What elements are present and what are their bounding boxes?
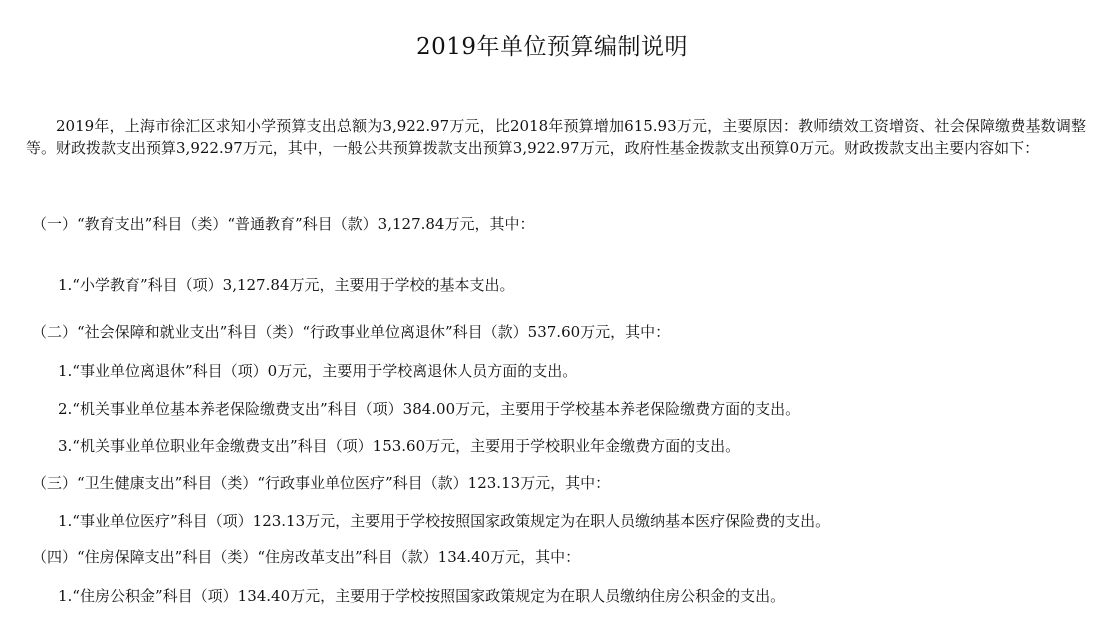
section-heading-1: （一）“教育支出”科目（类）“普通教育”科目（款）3,127.84万元，其中： [32,215,535,233]
section-heading-4: （四）“住房保障支出”科目（类）“住房改革支出”科目（款）134.40万元，其中： [32,548,581,566]
section-4-item-1: 1.“住房公积金”科目（项）134.40万元，主要用于学校按照国家政策规定为在职人员缴纳住房公积金的支出。 [58,587,786,605]
section-2-item-3: 3.“机关事业单位职业年金缴费支出”科目（项）153.60万元，主要用于学校职业年金缴费方面的支出。 [58,437,741,455]
section-3-item-1: 1.“事业单位医疗”科目（项）123.13万元，主要用于学校按照国家政策规定为在职人员缴纳基本医疗保险费的支出。 [58,512,831,530]
section-1-item-1: 1.“小学教育”科目（项）3,127.84万元，主要用于学校的基本支出。 [58,276,515,294]
section-heading-2: （二）“社会保障和就业支出”科目（类）“行政事业单位离退休”科目（款）537.60万元，其中： [32,323,671,341]
intro-paragraph: 2019年，上海市徐汇区求知小学预算支出总额为3,922.97万元，比2018年预算增加615.93万元，主要原因：教师绩效工资增资、社会保障缴费基数调整等。财政拨款支出预算3,922.97万元，其中，一般公共预算拨款支出预算3,922.97万元，政府性基金拨款支出预算0万元。财政拨款支出主要内容如下： [26,117,1086,157]
section-heading-3: （三）“卫生健康支出”科目（类）“行政事业单位医疗”科目（款）123.13万元，其中： [32,474,611,492]
page-title: 2019年单位预算编制说明 [415,34,689,60]
section-2-item-2: 2.“机关事业单位基本养老保险缴费支出”科目（项）384.00万元，主要用于学校基本养老保险缴费方面的支出。 [58,400,801,418]
section-2-item-1: 1.“事业单位离退休”科目（项）0万元，主要用于学校离退休人员方面的支出。 [58,362,578,380]
